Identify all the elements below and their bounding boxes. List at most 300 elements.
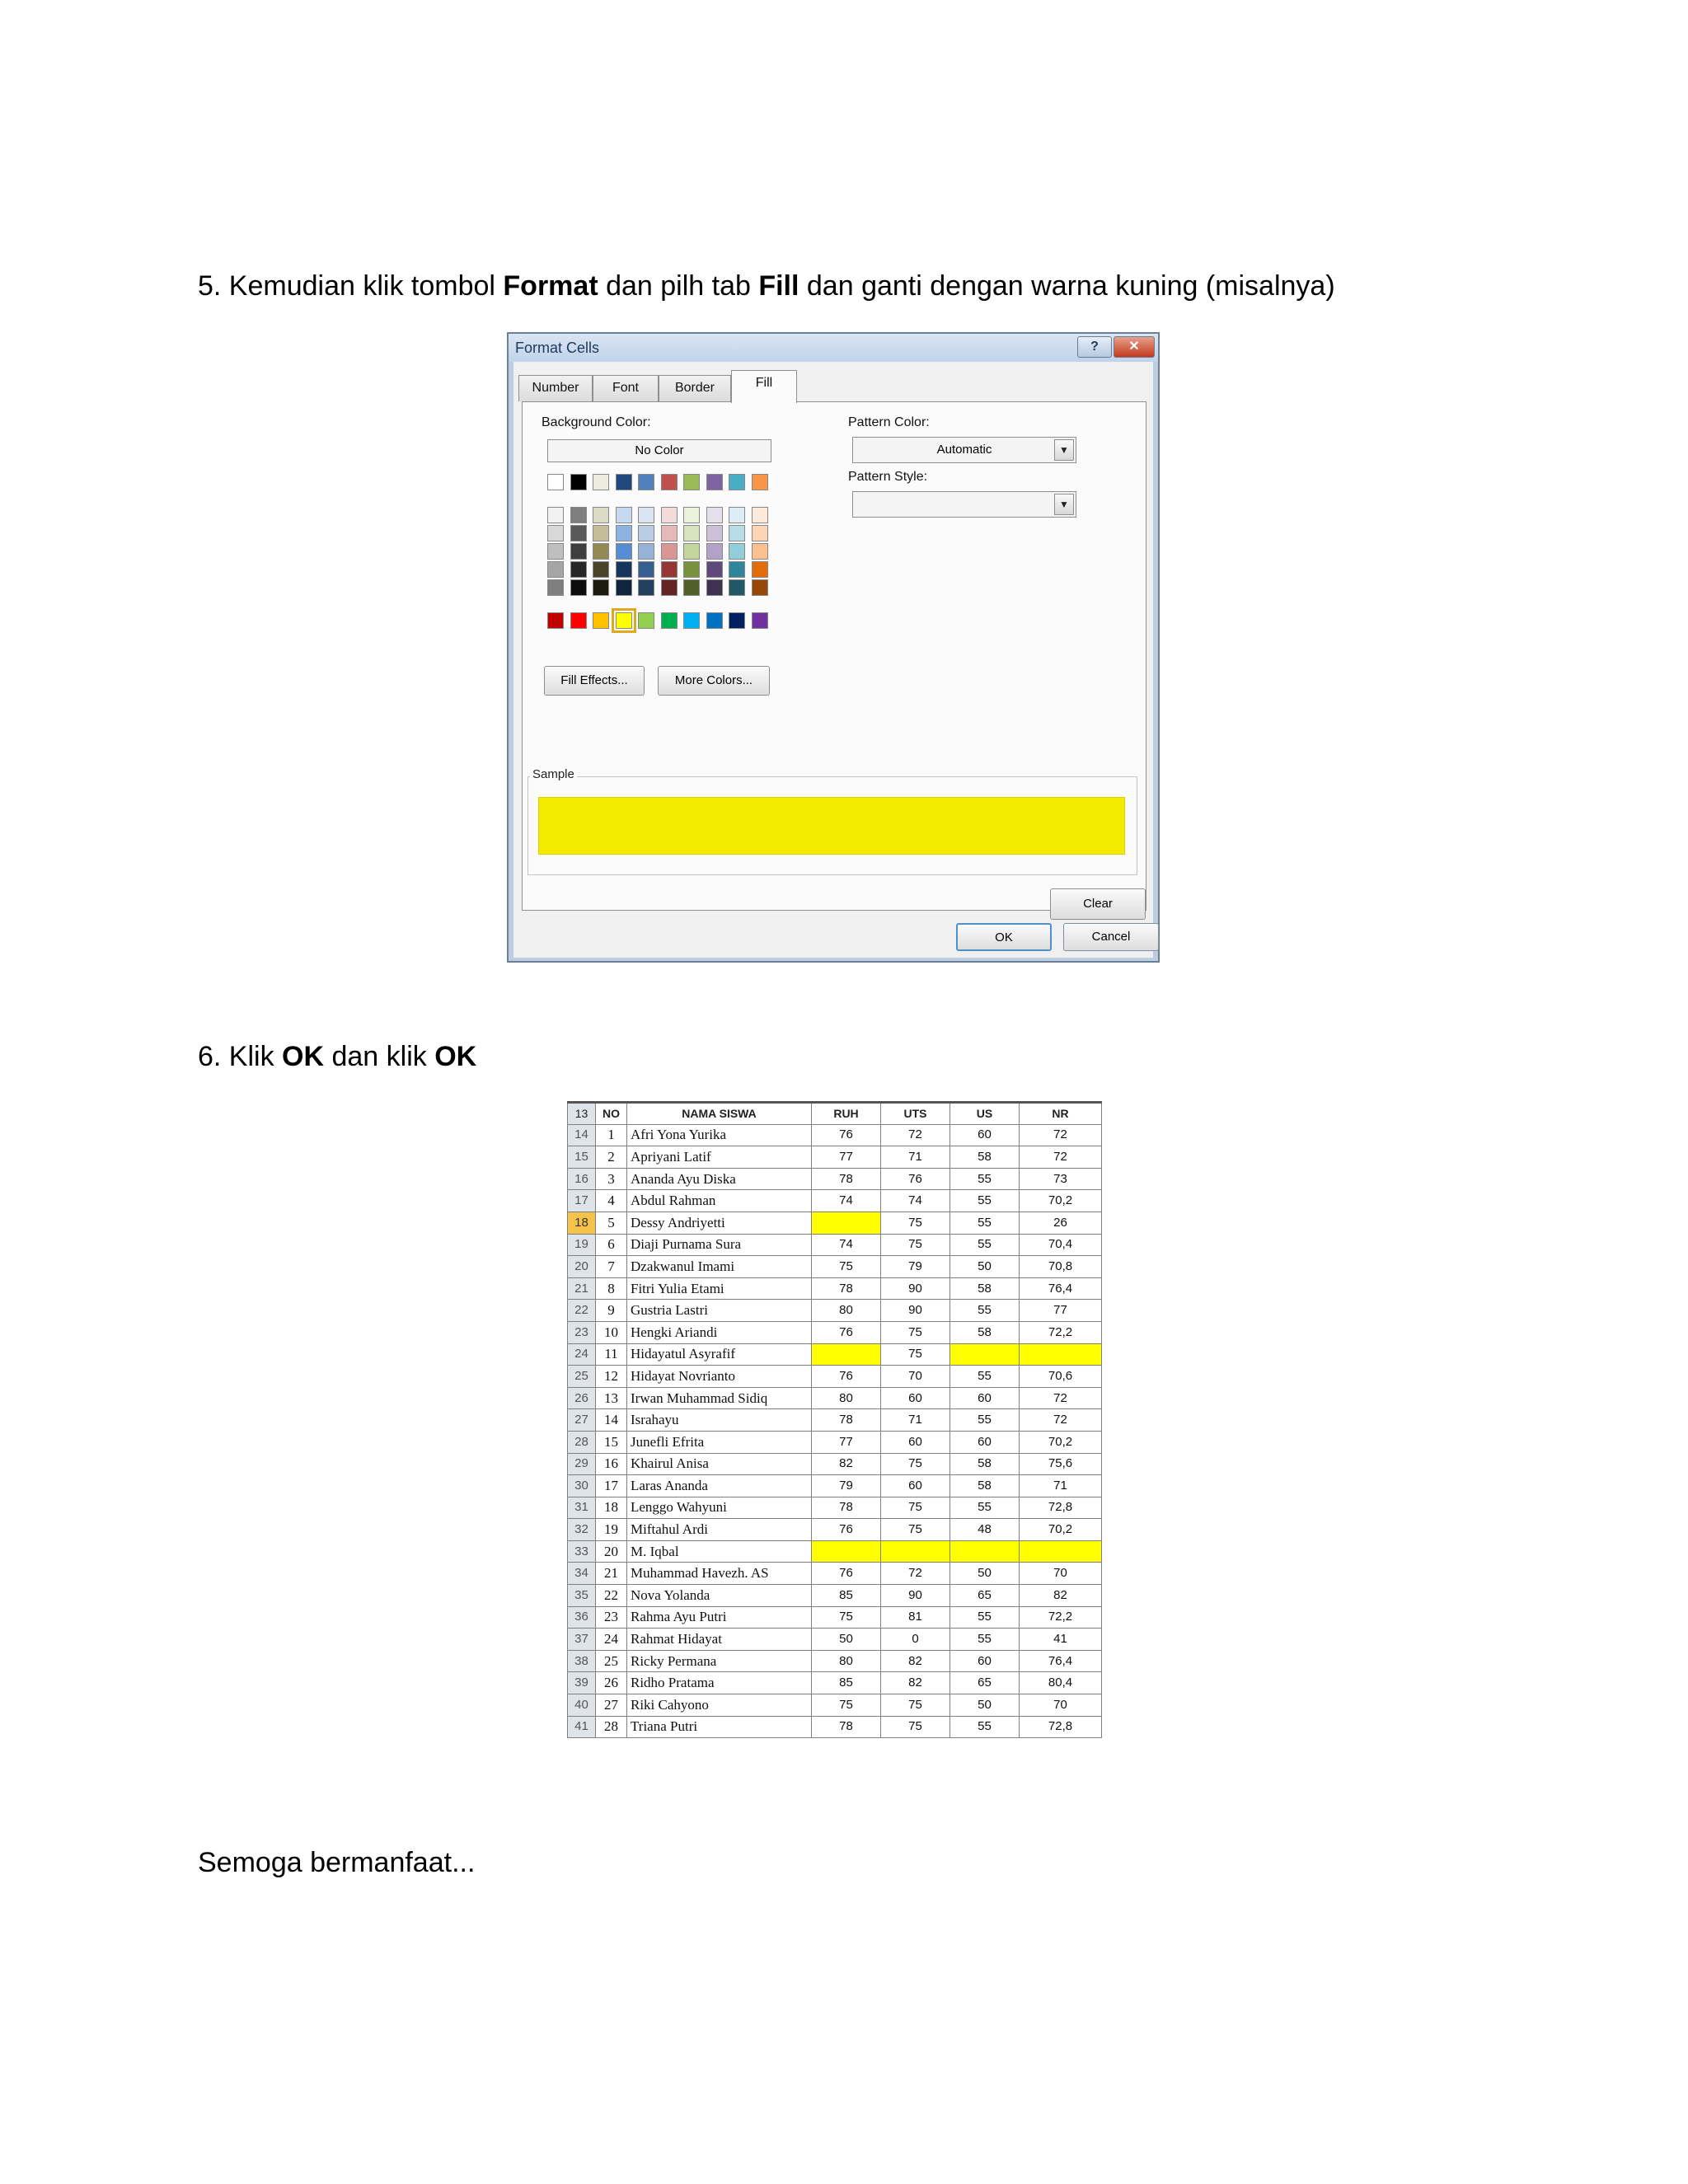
color-swatch[interactable]	[752, 525, 768, 541]
cell-nr[interactable]	[1020, 1540, 1102, 1563]
cell-nr[interactable]: 70,2	[1020, 1431, 1102, 1453]
color-swatch[interactable]	[661, 579, 678, 596]
color-swatch[interactable]	[547, 612, 564, 629]
table-row	[568, 1475, 1102, 1497]
chevron-down-icon[interactable]: ▼	[1054, 494, 1074, 515]
cell-uts[interactable]: 60	[881, 1431, 950, 1453]
cell-nr[interactable]: 75,6	[1020, 1453, 1102, 1475]
grades-table	[567, 1101, 1102, 1738]
cell-us[interactable]: 55	[950, 1190, 1020, 1212]
cell-uts[interactable]: 75	[881, 1694, 950, 1717]
cell-no[interactable]: 26	[596, 1672, 627, 1694]
cell-no[interactable]: 27	[596, 1694, 627, 1717]
cell-ruh[interactable]: 74	[812, 1190, 881, 1212]
cell-uts[interactable]: 70	[881, 1366, 950, 1388]
step-5-bold-format: Format	[503, 270, 598, 302]
cell-us[interactable]: 65	[950, 1585, 1020, 1607]
cell-nr[interactable]: 72	[1020, 1387, 1102, 1409]
fill-tab-panel	[522, 401, 1146, 911]
color-swatch[interactable]	[706, 543, 723, 560]
cell-no[interactable]: 8	[596, 1277, 627, 1300]
pattern-color-dropdown[interactable]	[852, 437, 1076, 463]
color-swatch[interactable]	[752, 579, 768, 596]
color-swatch[interactable]	[547, 561, 564, 578]
row-number: 36	[568, 1606, 596, 1629]
row-number: 35	[568, 1585, 596, 1607]
color-swatch[interactable]	[752, 561, 768, 578]
cell-nama-siswa[interactable]: Ridho Pratama	[627, 1672, 812, 1694]
cell-ruh[interactable]: 78	[812, 1168, 881, 1190]
color-swatch[interactable]	[729, 612, 745, 629]
table-row	[568, 1497, 1102, 1519]
cell-uts[interactable]: 82	[881, 1650, 950, 1672]
color-swatch[interactable]	[638, 561, 654, 578]
color-swatch[interactable]	[729, 561, 745, 578]
cell-us[interactable]: 58	[950, 1321, 1020, 1343]
table-row	[568, 1190, 1102, 1212]
cell-nr[interactable]: 72,2	[1020, 1606, 1102, 1629]
color-swatch[interactable]	[570, 474, 587, 490]
color-swatch[interactable]	[661, 525, 678, 541]
tab-border[interactable]: Border	[659, 375, 731, 401]
cell-us[interactable]: 60	[950, 1124, 1020, 1146]
color-swatch[interactable]	[729, 579, 745, 596]
cell-uts[interactable]: 75	[881, 1519, 950, 1541]
cell-no[interactable]: 11	[596, 1343, 627, 1366]
help-button[interactable]: ?	[1077, 336, 1112, 358]
color-swatch[interactable]	[638, 543, 654, 560]
color-swatch[interactable]	[616, 507, 632, 523]
color-swatch[interactable]	[638, 525, 654, 541]
ok-button[interactable]: OK	[956, 923, 1052, 951]
cell-nr[interactable]: 70,8	[1020, 1256, 1102, 1278]
cell-no[interactable]: 17	[596, 1475, 627, 1497]
chevron-down-icon[interactable]: ▼	[1054, 439, 1074, 461]
row-number: 31	[568, 1497, 596, 1519]
color-swatch[interactable]	[616, 543, 632, 560]
no-color-button[interactable]: No Color	[547, 439, 771, 462]
cell-no[interactable]: 14	[596, 1409, 627, 1432]
color-swatch[interactable]	[593, 561, 609, 578]
closing-text: Semoga bermanfaat...	[198, 1847, 476, 1878]
cell-ruh[interactable]: 74	[812, 1234, 881, 1256]
cell-nr[interactable]: 72	[1020, 1409, 1102, 1432]
color-swatch[interactable]	[706, 612, 723, 629]
cell-nama-siswa[interactable]: Triana Putri	[627, 1716, 812, 1738]
cell-nama-siswa[interactable]: Nova Yolanda	[627, 1585, 812, 1607]
cell-us[interactable]: 50	[950, 1256, 1020, 1278]
cell-nr[interactable]: 70,2	[1020, 1519, 1102, 1541]
cell-uts[interactable]: 0	[881, 1629, 950, 1651]
cell-nr[interactable]: 76,4	[1020, 1277, 1102, 1300]
row-number: 30	[568, 1475, 596, 1497]
sample-label: Sample	[530, 767, 577, 781]
cell-uts[interactable]: 76	[881, 1168, 950, 1190]
cell-no[interactable]: 1	[596, 1124, 627, 1146]
cell-us[interactable]: 55	[950, 1497, 1020, 1519]
cell-uts[interactable]: 71	[881, 1146, 950, 1169]
color-swatch[interactable]	[729, 525, 745, 541]
cell-nr[interactable]: 70,2	[1020, 1190, 1102, 1212]
color-swatch[interactable]	[593, 579, 609, 596]
cell-no[interactable]: 2	[596, 1146, 627, 1169]
table-row	[568, 1277, 1102, 1300]
cell-us[interactable]: 58	[950, 1453, 1020, 1475]
column-header[interactable]: US	[950, 1103, 1020, 1125]
table-row	[568, 1366, 1102, 1388]
cell-us[interactable]: 55	[950, 1366, 1020, 1388]
cell-no[interactable]: 9	[596, 1300, 627, 1322]
dialog-body	[513, 362, 1153, 958]
row-number: 25	[568, 1366, 596, 1388]
cell-uts[interactable]: 81	[881, 1606, 950, 1629]
cell-nr[interactable]: 82	[1020, 1585, 1102, 1607]
cell-no[interactable]: 23	[596, 1606, 627, 1629]
step-6-instruction	[198, 1040, 476, 1073]
cell-us[interactable]: 58	[950, 1146, 1020, 1169]
color-swatch[interactable]	[661, 561, 678, 578]
more-colors-button[interactable]: More Colors...	[658, 666, 770, 696]
close-button[interactable]: ✕	[1114, 336, 1155, 358]
tab-fill[interactable]: Fill	[731, 370, 797, 403]
color-swatch[interactable]	[570, 525, 587, 541]
table-row	[568, 1519, 1102, 1541]
color-swatch[interactable]	[638, 507, 654, 523]
cell-us[interactable]: 55	[950, 1409, 1020, 1432]
row-number: 15	[568, 1146, 596, 1169]
cell-ruh[interactable]: 85	[812, 1585, 881, 1607]
cell-nama-siswa[interactable]: Rahmat Hidayat	[627, 1629, 812, 1651]
cell-us[interactable]: 55	[950, 1629, 1020, 1651]
fill-effects-button[interactable]: Fill Effects...	[544, 666, 645, 696]
cell-us[interactable]: 55	[950, 1300, 1020, 1322]
cell-us[interactable]: 55	[950, 1234, 1020, 1256]
cell-ruh[interactable]: 78	[812, 1716, 881, 1738]
row-number: 32	[568, 1519, 596, 1541]
color-swatch[interactable]	[570, 507, 587, 523]
color-swatch[interactable]	[616, 474, 632, 490]
step-5-middle: dan pilh tab	[598, 270, 759, 302]
row-number: 40	[568, 1694, 596, 1717]
color-swatch[interactable]	[683, 561, 700, 578]
cell-no[interactable]: 13	[596, 1387, 627, 1409]
color-swatch[interactable]	[547, 579, 564, 596]
color-swatch[interactable]	[683, 525, 700, 541]
color-swatch[interactable]	[752, 507, 768, 523]
color-swatch[interactable]	[683, 507, 700, 523]
cell-uts[interactable]: 75	[881, 1321, 950, 1343]
cell-no[interactable]: 18	[596, 1497, 627, 1519]
cell-no[interactable]: 7	[596, 1256, 627, 1278]
cell-uts[interactable]: 79	[881, 1256, 950, 1278]
cell-nr[interactable]: 41	[1020, 1629, 1102, 1651]
cell-uts[interactable]: 90	[881, 1585, 950, 1607]
cell-no[interactable]: 19	[596, 1519, 627, 1541]
cell-no[interactable]: 10	[596, 1321, 627, 1343]
cell-ruh[interactable]: 78	[812, 1277, 881, 1300]
cell-ruh[interactable]: 76	[812, 1321, 881, 1343]
cell-nama-siswa[interactable]: Khairul Anisa	[627, 1453, 812, 1475]
row-number: 21	[568, 1277, 596, 1300]
cell-nr[interactable]	[1020, 1343, 1102, 1366]
color-swatch[interactable]	[706, 507, 723, 523]
cell-us[interactable]: 55	[950, 1212, 1020, 1234]
cell-nama-siswa[interactable]: Ananda Ayu Diska	[627, 1168, 812, 1190]
cell-nama-siswa[interactable]: Diaji Purnama Sura	[627, 1234, 812, 1256]
cell-no[interactable]: 6	[596, 1234, 627, 1256]
cell-nr[interactable]: 70	[1020, 1563, 1102, 1585]
color-swatch[interactable]	[661, 474, 678, 490]
color-swatch[interactable]	[616, 612, 632, 629]
color-swatch[interactable]	[593, 474, 609, 490]
color-swatch[interactable]	[729, 474, 745, 490]
cell-nama-siswa[interactable]: Irwan Muhammad Sidiq	[627, 1387, 812, 1409]
color-swatch[interactable]	[683, 474, 700, 490]
color-swatch[interactable]	[661, 612, 678, 629]
color-swatch[interactable]	[570, 612, 587, 629]
cancel-button[interactable]: Cancel	[1063, 923, 1159, 951]
color-swatch[interactable]	[593, 543, 609, 560]
color-swatch[interactable]	[593, 525, 609, 541]
cell-nr[interactable]: 72,8	[1020, 1716, 1102, 1738]
cell-nr[interactable]: 77	[1020, 1300, 1102, 1322]
table-row	[568, 1606, 1102, 1629]
cell-uts[interactable]: 75	[881, 1716, 950, 1738]
cell-no[interactable]: 21	[596, 1563, 627, 1585]
cell-no[interactable]: 5	[596, 1212, 627, 1234]
cell-us[interactable]: 48	[950, 1519, 1020, 1541]
cell-ruh[interactable]: 76	[812, 1519, 881, 1541]
color-swatch[interactable]	[570, 561, 587, 578]
cell-uts[interactable]: 60	[881, 1475, 950, 1497]
color-swatch[interactable]	[638, 579, 654, 596]
cell-uts[interactable]: 75	[881, 1234, 950, 1256]
cell-ruh[interactable]: 76	[812, 1366, 881, 1388]
cell-nr[interactable]: 26	[1020, 1212, 1102, 1234]
cell-no[interactable]: 22	[596, 1585, 627, 1607]
cell-ruh[interactable]: 80	[812, 1300, 881, 1322]
cell-no[interactable]: 15	[596, 1431, 627, 1453]
cell-ruh[interactable]: 80	[812, 1650, 881, 1672]
cell-ruh[interactable]: 85	[812, 1672, 881, 1694]
cell-nr[interactable]: 72,8	[1020, 1497, 1102, 1519]
cell-nr[interactable]: 70,4	[1020, 1234, 1102, 1256]
cell-ruh[interactable]: 80	[812, 1387, 881, 1409]
color-swatch[interactable]	[593, 612, 609, 629]
cell-ruh[interactable]	[812, 1343, 881, 1366]
color-swatch[interactable]	[706, 561, 723, 578]
cell-nama-siswa[interactable]: Gustria Lastri	[627, 1300, 812, 1322]
step-5-suffix: dan ganti dengan warna kuning (misalnya)	[799, 270, 1335, 302]
cell-ruh[interactable]: 79	[812, 1475, 881, 1497]
color-swatch[interactable]	[638, 474, 654, 490]
row-number: 18	[568, 1212, 596, 1234]
cell-us[interactable]	[950, 1343, 1020, 1366]
cell-uts[interactable]: 72	[881, 1563, 950, 1585]
column-header[interactable]: NR	[1020, 1103, 1102, 1125]
cell-nr[interactable]: 73	[1020, 1168, 1102, 1190]
cell-no[interactable]: 12	[596, 1366, 627, 1388]
pattern-style-dropdown[interactable]	[852, 491, 1076, 518]
cell-no[interactable]: 3	[596, 1168, 627, 1190]
cell-us[interactable]: 55	[950, 1716, 1020, 1738]
cell-us[interactable]: 60	[950, 1387, 1020, 1409]
cell-ruh[interactable]: 78	[812, 1409, 881, 1432]
cell-no[interactable]: 4	[596, 1190, 627, 1212]
cell-uts[interactable]: 75	[881, 1343, 950, 1366]
color-swatch[interactable]	[661, 543, 678, 560]
cell-ruh[interactable]	[812, 1540, 881, 1563]
cell-uts[interactable]: 60	[881, 1387, 950, 1409]
cell-nr[interactable]: 72	[1020, 1146, 1102, 1169]
cell-nr[interactable]: 72,2	[1020, 1321, 1102, 1343]
column-header[interactable]: RUH	[812, 1103, 881, 1125]
color-swatch[interactable]	[547, 507, 564, 523]
cell-ruh[interactable]: 77	[812, 1146, 881, 1169]
table-row	[568, 1168, 1102, 1190]
color-swatch[interactable]	[593, 507, 609, 523]
cell-ruh[interactable]: 50	[812, 1629, 881, 1651]
cell-nr[interactable]: 80,4	[1020, 1672, 1102, 1694]
cell-ruh[interactable]: 77	[812, 1431, 881, 1453]
color-swatch[interactable]	[570, 579, 587, 596]
cell-uts[interactable]	[881, 1540, 950, 1563]
cell-nr[interactable]: 70	[1020, 1694, 1102, 1717]
cell-nr[interactable]: 70,6	[1020, 1366, 1102, 1388]
column-header[interactable]: UTS	[881, 1103, 950, 1125]
cell-no[interactable]: 28	[596, 1716, 627, 1738]
cell-nama-siswa[interactable]: Junefli Efrita	[627, 1431, 812, 1453]
cell-us[interactable]	[950, 1540, 1020, 1563]
cell-us[interactable]: 55	[950, 1606, 1020, 1629]
color-swatch[interactable]	[729, 507, 745, 523]
cell-nama-siswa[interactable]: Dessy Andriyetti	[627, 1212, 812, 1234]
cell-nama-siswa[interactable]: Rahma Ayu Putri	[627, 1606, 812, 1629]
cell-ruh[interactable]: 75	[812, 1606, 881, 1629]
row-number: 39	[568, 1672, 596, 1694]
row-number: 26	[568, 1387, 596, 1409]
cell-nama-siswa[interactable]: Apriyani Latif	[627, 1146, 812, 1169]
cell-uts[interactable]: 75	[881, 1453, 950, 1475]
color-swatch[interactable]	[616, 525, 632, 541]
color-swatch[interactable]	[547, 543, 564, 560]
color-swatch[interactable]	[570, 543, 587, 560]
row-number: 22	[568, 1300, 596, 1322]
cell-us[interactable]: 55	[950, 1168, 1020, 1190]
color-swatch[interactable]	[752, 543, 768, 560]
color-swatch[interactable]	[683, 579, 700, 596]
color-swatch[interactable]	[547, 525, 564, 541]
cell-no[interactable]: 20	[596, 1540, 627, 1563]
cell-nama-siswa[interactable]: Fitri Yulia Etami	[627, 1277, 812, 1300]
color-swatch[interactable]	[706, 525, 723, 541]
column-header[interactable]: NAMA SISWA	[627, 1103, 812, 1125]
table-row	[568, 1234, 1102, 1256]
cell-ruh[interactable]: 76	[812, 1563, 881, 1585]
color-swatch[interactable]	[547, 474, 564, 490]
cell-ruh[interactable]: 78	[812, 1497, 881, 1519]
cell-nr[interactable]: 72	[1020, 1124, 1102, 1146]
spreadsheet-screenshot	[567, 1101, 1101, 1760]
color-swatch[interactable]	[616, 579, 632, 596]
cell-us[interactable]: 65	[950, 1672, 1020, 1694]
cell-nama-siswa[interactable]: Miftahul Ardi	[627, 1519, 812, 1541]
cell-nama-siswa[interactable]: Afri Yona Yurika	[627, 1124, 812, 1146]
cell-uts[interactable]: 75	[881, 1497, 950, 1519]
color-swatch[interactable]	[616, 561, 632, 578]
color-swatch[interactable]	[752, 612, 768, 629]
cell-nama-siswa[interactable]: Muhammad Havezh. AS	[627, 1563, 812, 1585]
cell-us[interactable]: 58	[950, 1277, 1020, 1300]
table-row	[568, 1124, 1102, 1146]
cell-uts[interactable]: 71	[881, 1409, 950, 1432]
cell-ruh[interactable]: 75	[812, 1694, 881, 1717]
clear-button[interactable]: Clear	[1050, 888, 1146, 920]
tab-number[interactable]: Number	[518, 375, 593, 401]
cell-nama-siswa[interactable]: Riki Cahyono	[627, 1694, 812, 1717]
cell-nama-siswa[interactable]: Israhayu	[627, 1409, 812, 1432]
cell-ruh[interactable]: 82	[812, 1453, 881, 1475]
color-swatch[interactable]	[706, 579, 723, 596]
color-swatch[interactable]	[729, 543, 745, 560]
cell-us[interactable]: 60	[950, 1650, 1020, 1672]
cell-us[interactable]: 50	[950, 1563, 1020, 1585]
table-row	[568, 1387, 1102, 1409]
cell-nama-siswa[interactable]: Hengki Ariandi	[627, 1321, 812, 1343]
cell-uts[interactable]: 82	[881, 1672, 950, 1694]
row-number: 16	[568, 1168, 596, 1190]
cell-us[interactable]: 50	[950, 1694, 1020, 1717]
cell-nama-siswa[interactable]: Hidayat Novrianto	[627, 1366, 812, 1388]
column-header[interactable]: NO	[596, 1103, 627, 1125]
cell-no[interactable]: 25	[596, 1650, 627, 1672]
table-row	[568, 1540, 1102, 1563]
cell-uts[interactable]: 90	[881, 1277, 950, 1300]
cell-nama-siswa[interactable]: Hidayatul Asyrafif	[627, 1343, 812, 1366]
cell-nama-siswa[interactable]: Laras Ananda	[627, 1475, 812, 1497]
cell-nama-siswa[interactable]: Ricky Permana	[627, 1650, 812, 1672]
cell-nama-siswa[interactable]: M. Iqbal	[627, 1540, 812, 1563]
tab-font[interactable]: Font	[593, 375, 659, 401]
cell-ruh[interactable]: 76	[812, 1124, 881, 1146]
color-swatch[interactable]	[683, 543, 700, 560]
cell-ruh[interactable]: 75	[812, 1256, 881, 1278]
cell-uts[interactable]: 75	[881, 1212, 950, 1234]
cell-ruh[interactable]	[812, 1212, 881, 1234]
table-row	[568, 1453, 1102, 1475]
background-color-label: Background Color:	[542, 415, 651, 429]
cell-no[interactable]: 16	[596, 1453, 627, 1475]
cell-nama-siswa[interactable]: Dzakwanul Imami	[627, 1256, 812, 1278]
cell-uts[interactable]: 74	[881, 1190, 950, 1212]
cell-nama-siswa[interactable]: Abdul Rahman	[627, 1190, 812, 1212]
cell-us[interactable]: 58	[950, 1475, 1020, 1497]
row-number: 37	[568, 1629, 596, 1651]
cell-uts[interactable]: 72	[881, 1124, 950, 1146]
cell-uts[interactable]: 90	[881, 1300, 950, 1322]
cell-us[interactable]: 60	[950, 1431, 1020, 1453]
table-row	[568, 1212, 1102, 1234]
cell-no[interactable]: 24	[596, 1629, 627, 1651]
cell-nama-siswa[interactable]: Lenggo Wahyuni	[627, 1497, 812, 1519]
color-swatch[interactable]	[661, 507, 678, 523]
color-swatch[interactable]	[752, 474, 768, 490]
color-swatch[interactable]	[706, 474, 723, 490]
cell-nr[interactable]: 71	[1020, 1475, 1102, 1497]
cell-nr[interactable]: 76,4	[1020, 1650, 1102, 1672]
color-swatch[interactable]	[638, 612, 654, 629]
color-swatch[interactable]	[683, 612, 700, 629]
